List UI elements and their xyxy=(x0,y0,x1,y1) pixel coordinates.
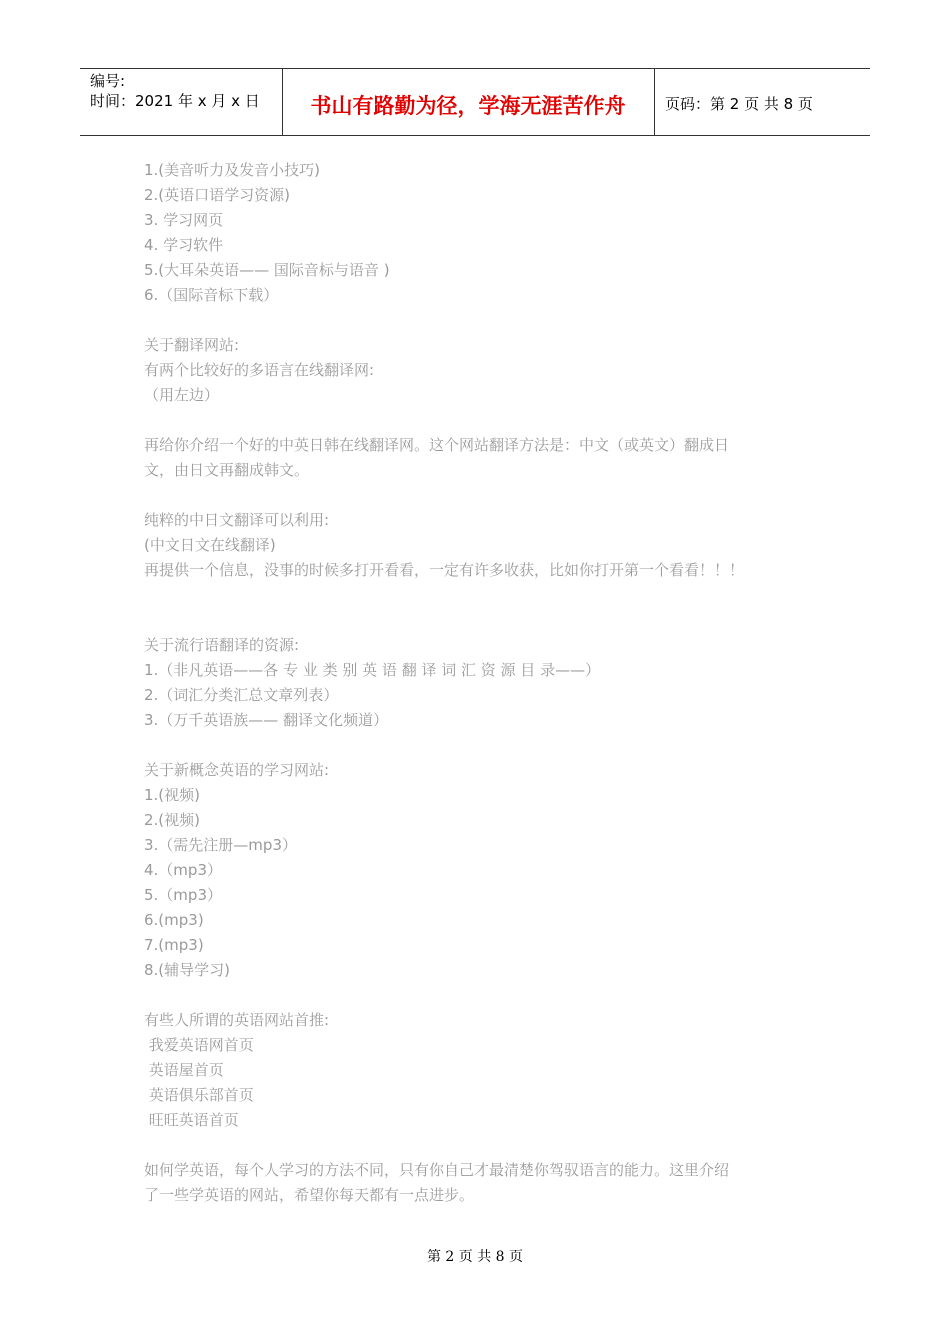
paragraph: 如何学英语，每个人学习的方法不同，只有你自己才最清楚你驾驭语言的能力。这里介绍 xyxy=(144,1161,730,1179)
header-bottom-rule xyxy=(80,135,870,136)
section-title-japanese: 纯粹的中日文翻译可以利用: xyxy=(144,511,330,529)
paragraph: （用左边） xyxy=(144,386,220,404)
list-item[interactable]: 2.(视频) xyxy=(144,811,201,829)
list-item[interactable]: 3.（万千英语族—— 翻译文化频道） xyxy=(144,711,389,729)
list-item[interactable]: (中文日文在线翻译) xyxy=(144,536,276,554)
list-item[interactable]: 旺旺英语首页 xyxy=(144,1111,239,1129)
list-item[interactable]: 1.(视频) xyxy=(144,786,201,804)
list-item[interactable]: 我爱英语网首页 xyxy=(144,1036,254,1054)
paragraph: 了一些学英语的网站，希望你每天都有一点进步。 xyxy=(144,1186,475,1204)
list-item[interactable]: 4.（mp3） xyxy=(144,861,222,879)
section-title-translate: 关于翻译网站: xyxy=(144,336,240,354)
list-item[interactable]: 4. 学习软件 xyxy=(144,236,224,254)
section-title-nce: 关于新概念英语的学习网站: xyxy=(144,761,330,779)
document-body xyxy=(144,158,824,1208)
header-page-code: 页码：第 2 页 共 8 页 xyxy=(665,95,813,113)
list-item[interactable]: 2.（词汇分类汇总文章列表） xyxy=(144,686,339,704)
header-divider-right xyxy=(654,68,655,136)
list-item[interactable]: 5.（mp3） xyxy=(144,886,222,904)
list-item[interactable]: 6.（国际音标下载） xyxy=(144,286,279,304)
list-item[interactable]: 英语俱乐部首页 xyxy=(144,1086,254,1104)
list-item[interactable]: 3.（需先注册—mp3） xyxy=(144,836,297,854)
list-item[interactable]: 1.(美音听力及发音小技巧) xyxy=(144,161,321,179)
list-item[interactable]: 英语屋首页 xyxy=(144,1061,224,1079)
list-item[interactable]: 6.(mp3) xyxy=(144,911,204,929)
paragraph: 再给你介绍一个好的中英日韩在线翻译网。这个网站翻译方法是：中文（或英文）翻成日 xyxy=(144,436,730,454)
list-item[interactable]: 1.（非凡英语——各 专 业 类 别 英 语 翻 译 词 汇 资 源 目 录——） xyxy=(144,661,601,679)
serial-label: 编号: xyxy=(90,72,126,90)
section-title-slang: 关于流行语翻译的资源: xyxy=(144,636,300,654)
paragraph: 文，由日文再翻成韩文。 xyxy=(144,461,310,479)
paragraph: 再提供一个信息，没事的时候多打开看看，一定有许多收获，比如你打开第一个看看！！！ xyxy=(144,561,745,579)
header-top-rule xyxy=(80,68,870,69)
list-item[interactable]: 3. 学习网页 xyxy=(144,211,224,229)
list-item[interactable]: 8.(辅导学习) xyxy=(144,961,231,979)
date-label: 时间：2021 年 x 月 x 日 xyxy=(90,92,260,110)
list-item[interactable]: 5.(大耳朵英语—— 国际音标与语音 ) xyxy=(144,261,390,279)
list-item[interactable]: 7.(mp3) xyxy=(144,936,204,954)
header-meta xyxy=(90,71,260,111)
header-motto: 书山有路勤为径，学海无涯苦作舟 xyxy=(310,93,626,118)
list-item[interactable]: 2.(英语口语学习资源) xyxy=(144,186,291,204)
section-title-recommend: 有些人所谓的英语网站首推: xyxy=(144,1011,330,1029)
page-footer: 第 2 页 共 8 页 xyxy=(426,1249,524,1265)
paragraph: 有两个比较好的多语言在线翻译网: xyxy=(144,361,375,379)
